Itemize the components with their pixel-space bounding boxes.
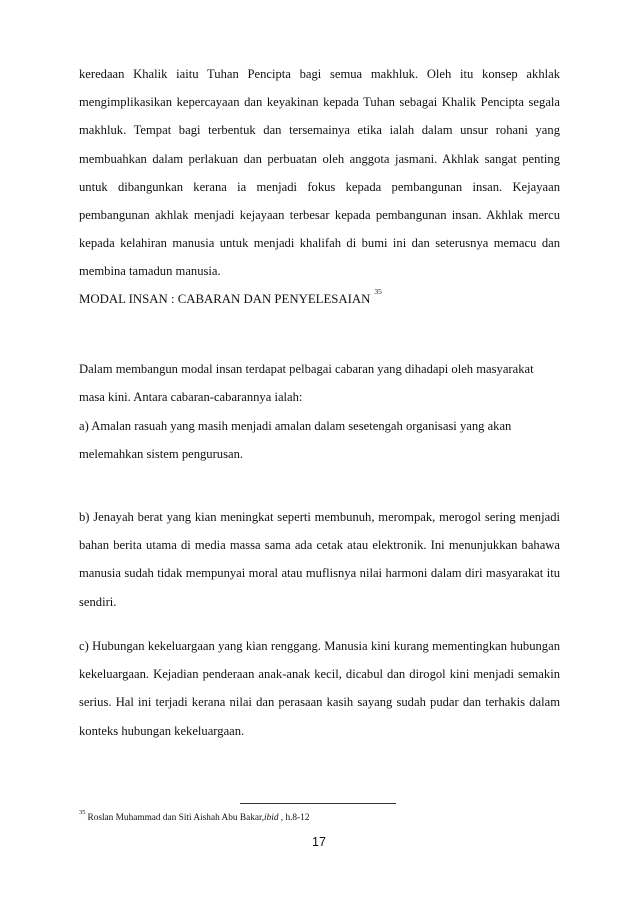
footnote-suffix: , h.8-12 <box>278 813 310 823</box>
paragraph-item-a: a) Amalan rasuah yang masih menjadi amalan dalam sesetengah organisasi yang akan melemahkan sistem pengurusan. <box>79 419 512 462</box>
paragraph-item-c: c) Hubungan kekeluargaan yang kian renggang. Manusia kini kurang mementingkan hubungan kekeluargaan. Kejadian penderaan anak-anak kecil, dicabul dan dirogol kini menjadi semakin serius. Hal ini terjadi kerana nilai dan perasaan kasih sayang sudah pudar dan terhakis dalam konteks hubungan kekeluargaan. <box>79 639 560 738</box>
footnote-text: Roslan Muhammad dan Siti Aishah Abu Bakar, <box>87 813 265 823</box>
footnote-number: 35 <box>79 809 86 816</box>
footnote-reference: 35 <box>374 287 382 296</box>
paragraph-intro: Dalam membangun modal insan terdapat pelbagai cabaran yang dihadapi oleh masyarakat masa kini. Antara cabaran-cabarannya ialah: <box>79 362 534 405</box>
paragraph-akhlak: keredaan Khalik iaitu Tuhan Pencipta bagi semua makhluk. Oleh itu konsep akhlak mengimplikasikan kepercayaan dan keyakinan kepada Tuhan sebagai Khalik Pencipta segala makhluk. Tempat bagi terbentuk dan tersemainya etika ialah dalam unsur rohani yang membuahkan dalam perlakuan dan perbuatan oleh anggota jasmani. Akhlak sangat penting untuk dibangunkan kerana ia menjadi fokus kepada pembangunan insan. Kejayaan pembangunan akhlak menjadi kejayaan terbesar kepada pembangunan insan. Akhlak mercu kepada kelahiran manusia untuk menjadi khalifah di bumi ini dan seterusnya memacu dan membina tamadun manusia. <box>79 67 560 279</box>
page-number: 17 <box>311 835 326 849</box>
footnote <box>79 809 309 823</box>
paragraph-item-b: b) Jenayah berat yang kian meningkat seperti membunuh, merompak, merogol sering menjadi bahan berita utama di media massa sama ada cetak atau elektronik. Ini menunjukkan bahawa manusia sudah tidak mempunyai moral atau muflisnya nilai harmoni dalam diri masyarakat itu sendiri. <box>79 510 560 609</box>
section-heading-text: MODAL INSAN : CABARAN DAN PENYELESAIAN <box>79 292 371 306</box>
section-heading <box>79 287 382 307</box>
footnote-italic: ibid <box>264 813 279 823</box>
footnote-divider <box>240 803 396 804</box>
